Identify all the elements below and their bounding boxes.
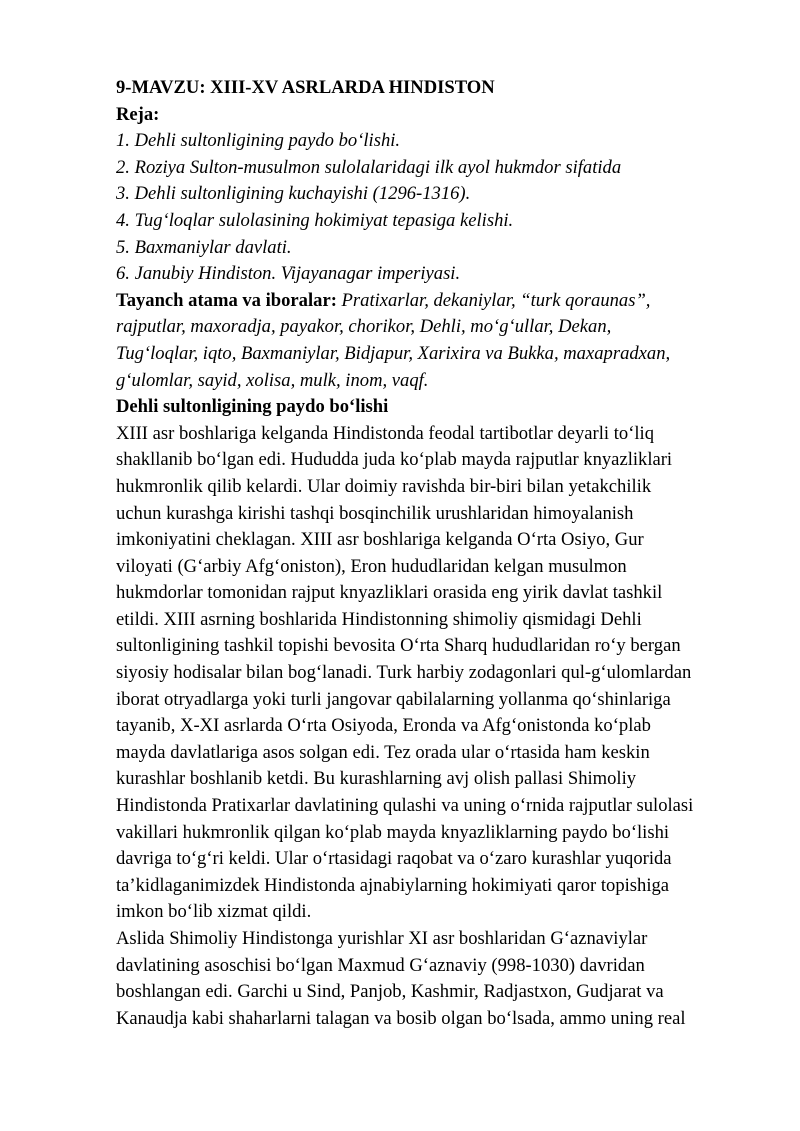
text-line: davriga to‘g‘ri keldi. Ular o‘rtasidagi raqobat va o‘zaro kurashlar yuqorida [116, 848, 672, 870]
text-line: mayda davlatlariga asos solgan edi. Tez orada ular o‘rtasida ham keskin [116, 741, 650, 763]
plan-item: 4. Tug‘loqlar sulolasining hokimiyat tepasiga kelishi. [116, 209, 514, 231]
plan-item: 2. Roziya Sulton-musulmon sulolalaridagi ilk ayol hukmdor sifatida [116, 156, 622, 178]
text-line: XIII asr boshlariga kelganda Hindistonda feodal tartibotlar deyarli to‘liq [116, 422, 655, 444]
paragraph-1 [116, 421, 744, 926]
plan-item: 5. Baxmaniylar davlati. [116, 236, 292, 258]
text-line: vakillari hukmronlik qilgan ko‘plab mayda knyazliklarning paydo bo‘lishi [116, 821, 670, 843]
key-terms-text: g‘ulomlar, sayid, xolisa, mulk, inom, vaqf. [116, 369, 429, 391]
text-line: Hindistonda Pratixarlar davlatining qulashi va uning o‘rnida rajputlar sulolasi [116, 795, 694, 817]
text-line: tayanib, X-XI asrlarda O‘rta Osiyoda, Eronda va Afg‘onistonda ko‘plab [116, 715, 651, 737]
text-line: imkoniyatini cheklagan. XIII asr boshlariga kelganda O‘rta Osiyo, Gur [116, 529, 644, 551]
text-line: viloyati (G‘arbiy Afg‘oniston), Eron hududlaridan kelgan musulmon [116, 555, 627, 577]
document-page [116, 75, 744, 1032]
text-line: siyosiy hodisalar bilan bog‘lanadi. Turk harbiy zodagonlari qul-g‘ulomlardan [116, 662, 692, 684]
text-line: boshlangan edi. Garchi u Sind, Panjob, Kashmir, Radjastxon, Gudjarat va [116, 981, 664, 1003]
plan-item: 3. Dehli sultonligining kuchayishi (1296-1316). [116, 183, 471, 205]
topic-title: 9-MAVZU: XIII-XV ASRLARDA HINDISTON [116, 77, 495, 98]
paragraph-2 [116, 926, 744, 1032]
key-terms-text: Tug‘loqlar, iqto, Baxmaniylar, Bidjapur, Xarixira va Bukka, maxapradxan, [116, 342, 671, 364]
text-line: hukmronlik qilib kelardi. Ular doimiy ravishda bir-biri bilan yetakchilik [116, 475, 652, 497]
key-terms-label: Tayanch atama va iboralar: [116, 289, 337, 311]
text-line: etildi. XIII asrning boshlarida Hindistonning shimoliy qismidagi Dehli [116, 608, 642, 630]
text-line: iborat otryadlarga yoki turli jangovar qabilalarning yollanma qo‘shinlariga [116, 688, 671, 710]
text-line: Kanaudja kabi shaharlarni talagan va bosib olgan bo‘lsada, ammo uning real [116, 1007, 686, 1029]
text-line: hukmdorlar tomonidan rajput knyazliklari orasida eng yirik davlat tashkil [116, 582, 663, 604]
text-line: shakllanib bo‘lgan edi. Hududda juda ko‘plab mayda rajputlar knyazliklari [116, 449, 673, 471]
text-line: uchun kurashga kirishi tashqi bosqinchilik urushlaridan himoyalanish [116, 502, 634, 524]
text-line: ta’kidlaganimizdek Hindistonda ajnabiylarning hokimiyati qaror topishiga [116, 874, 670, 896]
text-line: sultonligining tashkil topishi bevosita O‘rta Sharq hududlaridan ro‘y bergan [116, 635, 681, 657]
section-title: Dehli sultonligining paydo bo‘lishi [116, 396, 389, 418]
key-terms-text: rajputlar, maxoradja, payakor, chorikor, Dehli, mo‘g‘ullar, Dekan, [116, 316, 612, 338]
text-line: imkon bo‘lib xizmat qildi. [116, 901, 312, 923]
key-terms-text: Pratixarlar, dekaniylar, “turk qoraunas”, [336, 289, 651, 311]
plan-label: Reja: [116, 103, 160, 125]
text-line: davlatining asoschisi bo‘lgan Maxmud G‘aznaviy (998-1030) davridan [116, 954, 645, 976]
key-terms-first-line [116, 288, 744, 315]
plan-item: 1. Dehli sultonligining paydo bo‘lishi. [116, 130, 401, 152]
text-line: Aslida Shimoliy Hindistonga yurishlar XI asr boshlaridan G‘aznaviylar [116, 928, 648, 949]
plan-item: 6. Janubiy Hindiston. Vijayanagar imperiyasi. [116, 263, 461, 285]
text-line: kurashlar boshlanib ketdi. Bu kurashlarning avj olish pallasi Shimoliy [116, 768, 637, 790]
